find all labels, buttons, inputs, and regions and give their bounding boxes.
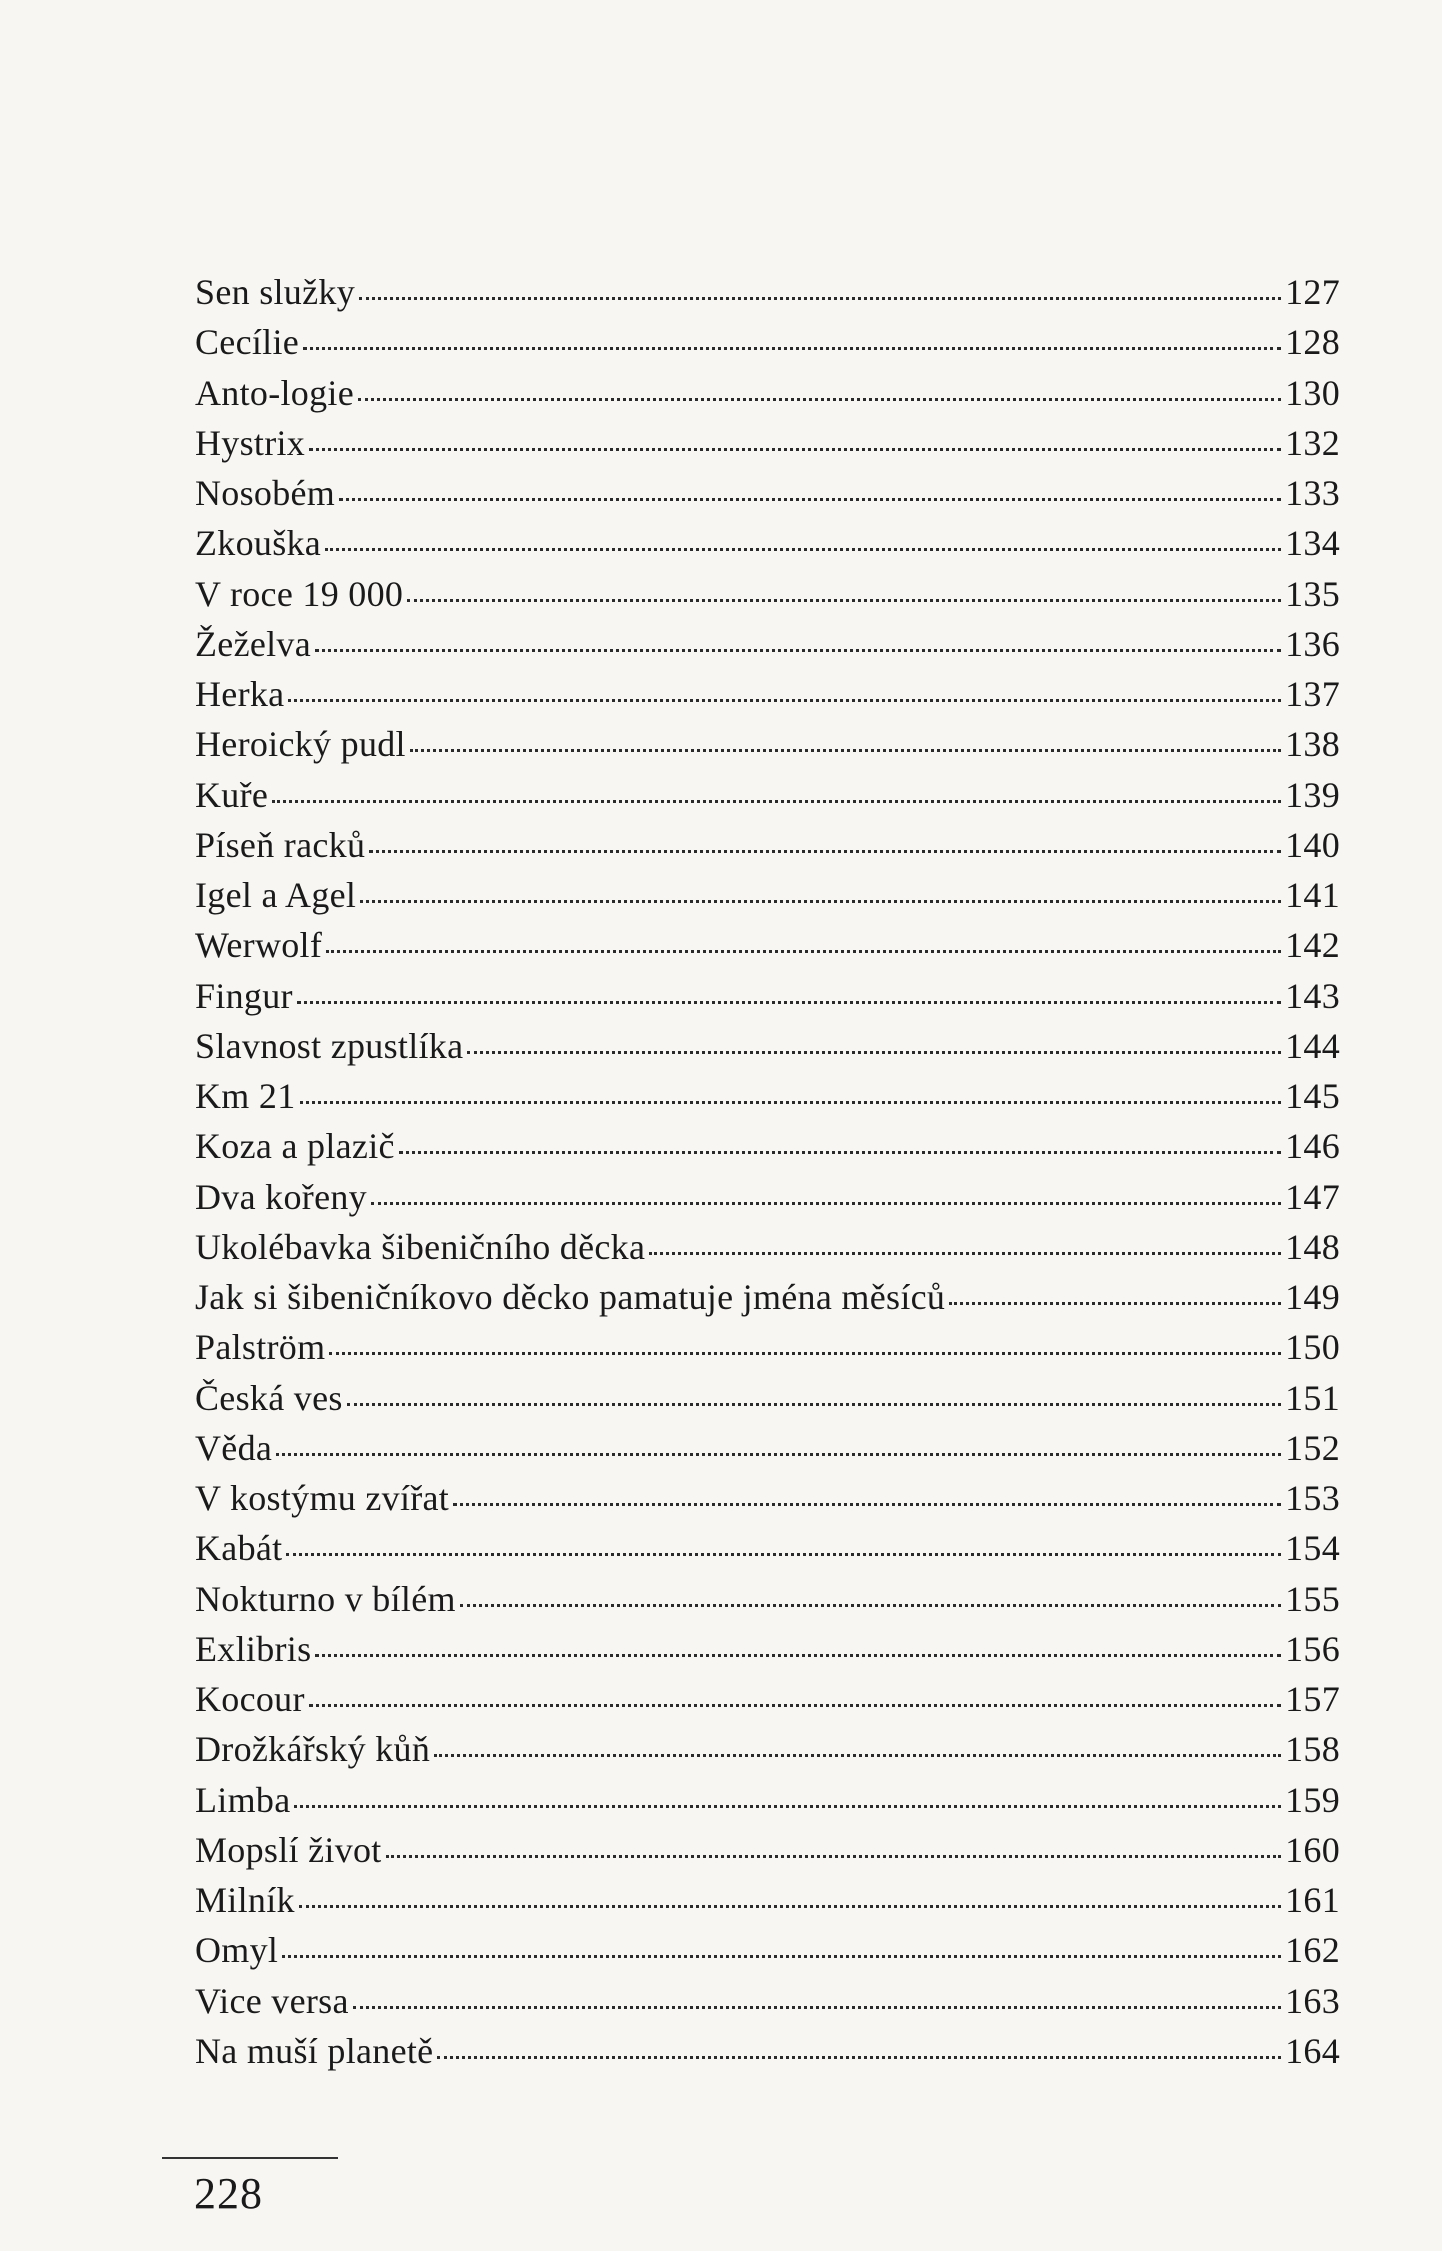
toc-entry	[195, 468, 1340, 518]
toc-entry-title: Česká ves	[195, 1377, 343, 1418]
toc-entry-title: Palström	[195, 1327, 326, 1368]
dot-leader	[360, 900, 1281, 903]
toc-entry-title: Kabát	[195, 1528, 283, 1569]
toc-entry	[195, 1172, 1340, 1222]
toc-entry-title: V kostýmu zvířat	[195, 1478, 450, 1518]
toc-entry-page: 134	[1285, 523, 1340, 564]
toc-entry-title: Limba	[195, 1779, 291, 1820]
toc-entry	[195, 317, 1340, 367]
toc-entry-page: 130	[1285, 372, 1340, 413]
toc-entry	[195, 1222, 1340, 1272]
dot-leader	[949, 1302, 1281, 1305]
dot-leader	[315, 1654, 1281, 1657]
toc-entry-page: 142	[1285, 925, 1340, 966]
toc-entry	[195, 1021, 1340, 1071]
table-of-contents	[195, 267, 1340, 2076]
dot-leader	[358, 398, 1281, 401]
toc-entry-title: Drožkářský kůň	[195, 1729, 431, 1770]
toc-entry-page: 157	[1285, 1679, 1340, 1719]
dot-leader	[309, 448, 1281, 451]
toc-entry	[195, 1473, 1340, 1523]
toc-entry-page: 164	[1285, 2030, 1340, 2071]
toc-entry	[195, 619, 1340, 669]
footer-rule	[162, 2157, 338, 2159]
toc-entry	[195, 820, 1340, 870]
toc-entry-page: 139	[1285, 774, 1340, 815]
toc-entry	[195, 267, 1340, 317]
toc-entry-title: Mopslí život	[195, 1829, 382, 1870]
dot-leader	[297, 1001, 1281, 1004]
dot-leader	[303, 347, 1281, 350]
toc-entry-page: 146	[1285, 1126, 1340, 1167]
toc-entry-title: Kocour	[195, 1679, 305, 1719]
dot-leader	[347, 1403, 1281, 1406]
toc-entry-page: 161	[1285, 1880, 1340, 1920]
toc-entry-title: Heroický pudl	[195, 724, 406, 765]
toc-entry	[195, 1875, 1340, 1925]
dot-leader	[359, 297, 1281, 300]
toc-entry-title: V roce 19 000	[195, 573, 404, 614]
dot-leader	[399, 1151, 1281, 1154]
dot-leader	[329, 1352, 1281, 1355]
toc-entry	[195, 1523, 1340, 1573]
dot-leader	[371, 1202, 1281, 1205]
toc-entry-title: Anto-logie	[195, 372, 354, 413]
toc-entry	[195, 870, 1340, 920]
toc-entry-page: 147	[1285, 1176, 1340, 1217]
toc-entry-title: Dva kořeny	[195, 1176, 367, 1217]
toc-entry	[195, 1071, 1340, 1121]
toc-entry	[195, 518, 1340, 568]
dot-leader	[326, 950, 1281, 953]
toc-entry	[195, 2026, 1340, 2076]
toc-entry-page: 160	[1285, 1829, 1340, 1870]
toc-entry-title: Žeželva	[195, 623, 312, 664]
toc-entry	[195, 1775, 1340, 1825]
dot-leader	[453, 1503, 1281, 1506]
toc-entry	[195, 1825, 1340, 1875]
toc-entry-page: 138	[1285, 724, 1340, 765]
dot-leader	[288, 699, 1281, 702]
toc-entry-title: Ukolébavka šibeničního děcka	[195, 1226, 646, 1267]
toc-entry-page: 145	[1285, 1076, 1340, 1116]
toc-entry-page: 152	[1285, 1427, 1340, 1468]
toc-entry-title: Věda	[195, 1427, 273, 1468]
dot-leader	[286, 1553, 1281, 1556]
dot-leader	[299, 1905, 1281, 1908]
dot-leader	[386, 1855, 1281, 1858]
toc-entry-title: Cecílie	[195, 322, 300, 363]
toc-entry	[195, 669, 1340, 719]
dot-leader	[434, 1754, 1281, 1757]
toc-entry-page: 127	[1285, 272, 1340, 312]
toc-entry-page: 144	[1285, 1025, 1340, 1066]
dot-leader	[282, 1955, 1281, 1958]
toc-entry-title: Hystrix	[195, 422, 306, 463]
toc-entry	[195, 1121, 1340, 1171]
toc-entry-title: Nosobém	[195, 473, 336, 513]
dot-leader	[407, 599, 1281, 602]
toc-entry-title: Koza a plazič	[195, 1126, 395, 1167]
toc-entry	[195, 1272, 1340, 1322]
toc-entry-page: 149	[1285, 1277, 1340, 1317]
toc-entry-page: 133	[1285, 473, 1340, 513]
toc-entry-page: 128	[1285, 322, 1340, 363]
toc-entry-page: 135	[1285, 573, 1340, 614]
toc-entry	[195, 770, 1340, 820]
toc-entry	[195, 1423, 1340, 1473]
toc-entry-title: Igel a Agel	[195, 875, 357, 915]
toc-entry	[195, 418, 1340, 468]
dot-leader	[369, 850, 1281, 853]
dot-leader	[300, 1101, 1282, 1104]
toc-entry-title: Sen služky	[195, 272, 355, 312]
toc-entry-title: Jak si šibeničníkovo děcko pamatuje jména měsíců	[195, 1277, 946, 1317]
toc-entry-page: 158	[1285, 1729, 1340, 1770]
toc-entry	[195, 1724, 1340, 1774]
dot-leader	[649, 1252, 1281, 1255]
toc-entry-page: 154	[1285, 1528, 1340, 1569]
toc-entry	[195, 1925, 1340, 1975]
toc-entry-page: 137	[1285, 674, 1340, 714]
toc-entry	[195, 1976, 1340, 2026]
toc-entry-title: Werwolf	[195, 925, 323, 966]
toc-entry-page: 140	[1285, 824, 1340, 865]
toc-entry-page: 136	[1285, 623, 1340, 664]
toc-entry-page: 163	[1285, 1980, 1340, 2021]
toc-entry	[195, 971, 1340, 1021]
toc-entry-page: 150	[1285, 1327, 1340, 1368]
toc-entry-title: Herka	[195, 674, 285, 714]
toc-entry-page: 159	[1285, 1779, 1340, 1820]
toc-entry	[195, 1624, 1340, 1674]
page-number: 228	[194, 2169, 263, 2218]
toc-entry-title: Kuře	[195, 774, 269, 815]
toc-entry	[195, 1322, 1340, 1372]
dot-leader	[309, 1704, 1281, 1707]
toc-entry	[195, 1574, 1340, 1624]
toc-entry-title: Milník	[195, 1880, 295, 1920]
toc-entry	[195, 368, 1340, 418]
toc-entry	[195, 719, 1340, 769]
toc-entry-title: Slavnost zpustlíka	[195, 1025, 464, 1066]
toc-entry-title: Vice versa	[195, 1980, 349, 2021]
dot-leader	[437, 2056, 1281, 2059]
dot-leader	[460, 1604, 1281, 1607]
toc-entry-page: 151	[1285, 1377, 1340, 1418]
toc-entry-title: Zkouška	[195, 523, 322, 564]
toc-entry-page: 132	[1285, 422, 1340, 463]
toc-entry-title: Píseň racků	[195, 824, 366, 865]
dot-leader	[353, 2006, 1281, 2009]
toc-entry-title: Nokturno v bílém	[195, 1578, 456, 1619]
dot-leader	[315, 649, 1281, 652]
dot-leader	[272, 800, 1281, 803]
dot-leader	[276, 1453, 1281, 1456]
toc-entry	[195, 920, 1340, 970]
toc-entry-page: 148	[1285, 1226, 1340, 1267]
dot-leader	[467, 1051, 1281, 1054]
toc-entry	[195, 1373, 1340, 1423]
toc-entry-page: 141	[1285, 875, 1340, 915]
toc-entry-page: 155	[1285, 1578, 1340, 1619]
dot-leader	[325, 548, 1281, 551]
toc-entry-page: 153	[1285, 1478, 1340, 1518]
dot-leader	[294, 1805, 1281, 1808]
dot-leader	[410, 749, 1281, 752]
toc-entry	[195, 569, 1340, 619]
toc-entry-title: Omyl	[195, 1930, 279, 1971]
toc-entry-title: Km 21	[195, 1076, 296, 1116]
toc-entry-title: Na muší planetě	[195, 2030, 434, 2071]
toc-entry-title: Exlibris	[195, 1628, 312, 1669]
toc-entry-page: 156	[1285, 1628, 1340, 1669]
toc-entry	[195, 1674, 1340, 1724]
dot-leader	[339, 498, 1281, 501]
toc-entry-page: 162	[1285, 1930, 1340, 1971]
toc-entry-title: Fingur	[195, 975, 293, 1016]
toc-entry-page: 143	[1285, 975, 1340, 1016]
